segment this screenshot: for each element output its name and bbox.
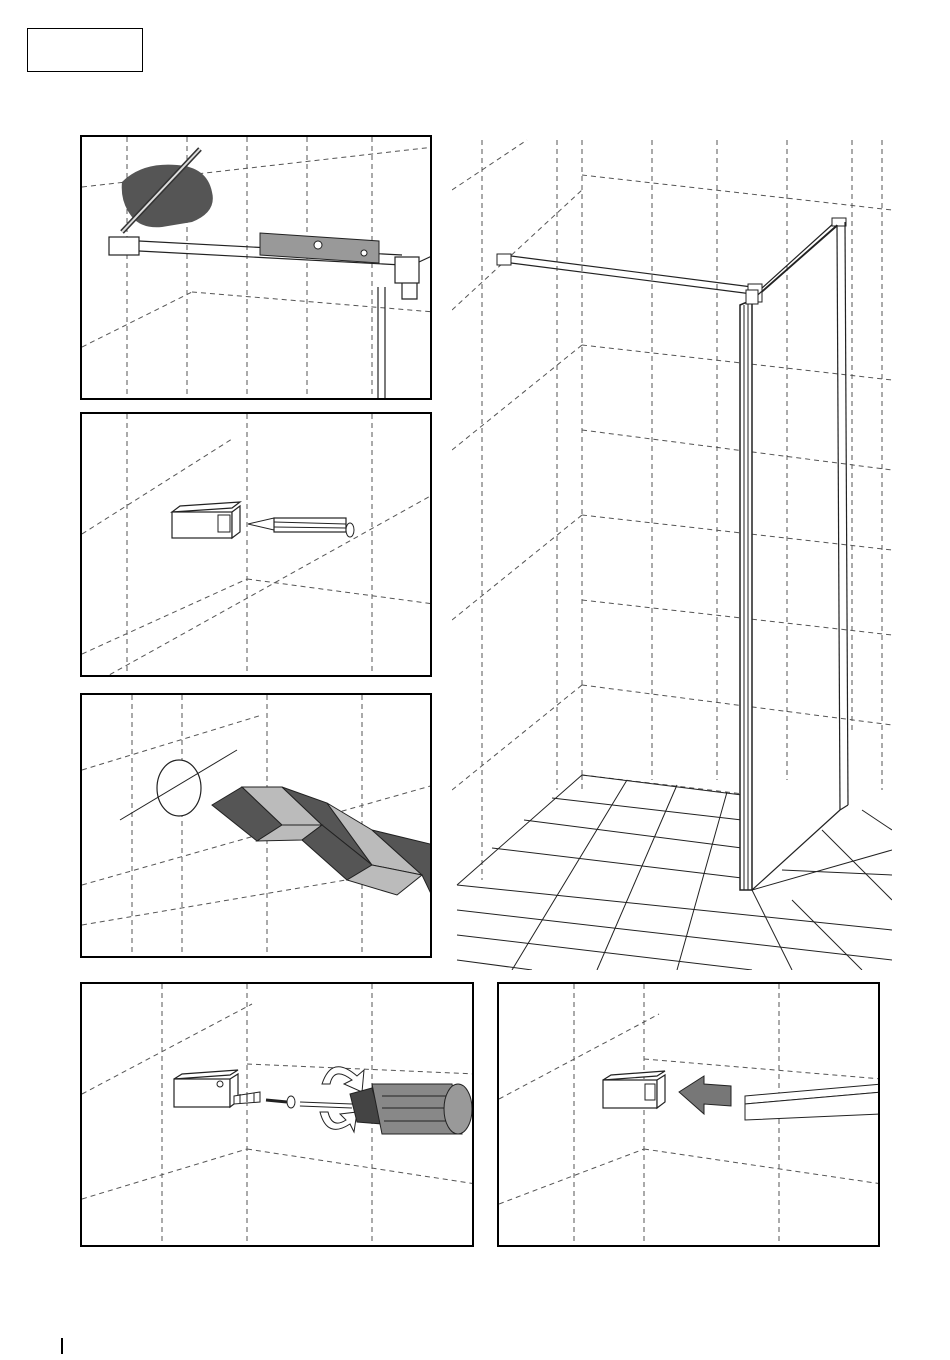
panel-fix-bracket xyxy=(80,982,474,1247)
wall-bracket-icon xyxy=(603,1071,665,1108)
panel-level-bar xyxy=(80,135,432,400)
drill-bit-icon xyxy=(212,787,432,900)
screwdriver-icon xyxy=(300,1084,472,1134)
pencil-icon xyxy=(248,518,354,537)
panel-insert-bar xyxy=(497,982,880,1247)
shower-wall-overview-illustration xyxy=(452,130,892,970)
panel-drill-holes xyxy=(80,693,432,958)
panel-level-bar-illustration xyxy=(82,137,432,400)
stabilizer-bar xyxy=(497,218,846,302)
hand-with-pencil-icon xyxy=(122,149,213,232)
page-margin-mark xyxy=(61,1338,63,1354)
wall-bracket-icon xyxy=(172,502,240,538)
shower-wall-overview xyxy=(452,130,892,970)
panel-mark-holes xyxy=(80,412,432,677)
panel-mark-holes-illustration xyxy=(82,414,432,677)
step-number-box xyxy=(27,28,143,72)
wall-bracket-icon xyxy=(174,1070,238,1107)
glass-panel xyxy=(740,222,848,890)
floor-tiles xyxy=(457,775,892,970)
panel-drill-holes-illustration xyxy=(82,695,432,958)
screw xyxy=(266,1096,295,1108)
panel-fix-bracket-illustration xyxy=(82,984,474,1247)
drill-hole-circle xyxy=(157,760,201,816)
stabilizer-bar-end xyxy=(745,1084,880,1120)
push-arrow-icon xyxy=(679,1076,731,1114)
panel-insert-bar-illustration xyxy=(499,984,880,1247)
